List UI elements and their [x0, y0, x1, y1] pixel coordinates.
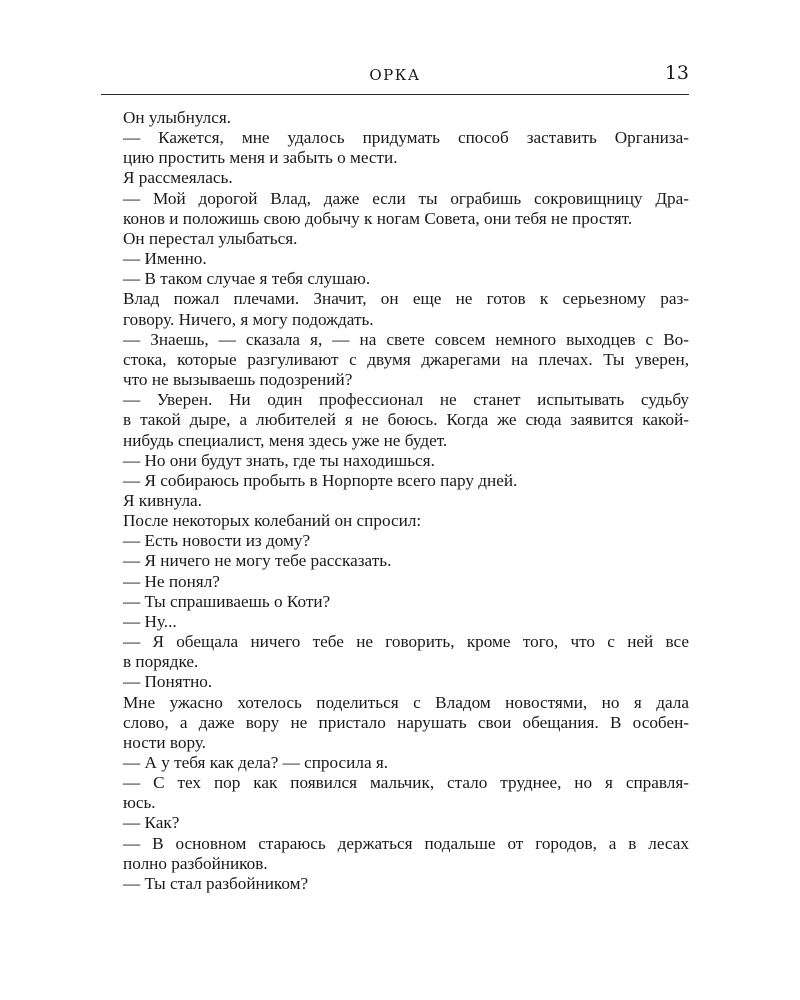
text-line: — Ты стал разбойником? [123, 873, 309, 893]
text-line: — Мой дорогой Влад, даже если ты ограбишь сокровищницу Дра- [123, 188, 689, 208]
text-line: в такой дыре, а любителей я не боюсь. Когда же сюда заявится какой- [123, 410, 689, 430]
paragraph [101, 491, 689, 511]
paragraph [101, 189, 689, 229]
text-line: юсь. [123, 793, 156, 813]
text-line: в порядке. [123, 652, 199, 672]
paragraph [101, 390, 689, 450]
paragraph [101, 592, 689, 612]
running-title: ОРКА [369, 66, 421, 84]
paragraph [101, 813, 689, 833]
text-line: Я рассмеялась. [123, 168, 233, 188]
paragraph [101, 834, 689, 874]
paragraph [101, 612, 689, 632]
text-line: — С тех пор как появился мальчик, стало труднее, но я справля- [123, 773, 689, 793]
text-line: конов и положишь свою добычу к ногам Совета, они тебя не простят. [123, 208, 633, 228]
text-line: — Не понял? [123, 571, 220, 591]
paragraph [101, 672, 689, 692]
text-line: стока, которые разгуливают с двумя джарегами на плечах. Ты уверен, [123, 349, 689, 369]
text-line: — А у тебя как дела? — спросила я. [123, 753, 389, 772]
text-line: После некоторых колебаний он спросил: [123, 511, 422, 531]
book-page [101, 0, 689, 1000]
text-line: Он улыбнулся. [123, 108, 232, 127]
paragraph [101, 773, 689, 813]
paragraph [101, 531, 689, 551]
text-line: — Ты спрашиваешь о Коти? [123, 591, 331, 611]
body-text [101, 108, 689, 894]
paragraph [101, 874, 689, 894]
text-line: — Понятно. [123, 672, 213, 692]
text-line: Мне ужасно хотелось поделиться с Владом новостями, но я дала [123, 692, 689, 712]
text-line: — Но они будут знать, где ты находишься. [123, 450, 435, 470]
paragraph [101, 168, 689, 188]
text-line: слово, а даже вору не пристало нарушать свои обещания. В особен- [123, 712, 689, 732]
paragraph [101, 572, 689, 592]
text-line: говору. Ничего, я могу подождать. [123, 309, 374, 329]
text-line: нибудь специалист, меня здесь уже не будет. [123, 430, 448, 450]
text-line: — Знаешь, — сказала я, — на свете совсем немного выходцев с Во- [123, 329, 689, 349]
paragraph [101, 511, 689, 531]
text-line: — Уверен. Ни один профессионал не станет испытывать судьбу [123, 390, 689, 410]
paragraph [101, 249, 689, 269]
paragraph [101, 289, 689, 329]
text-line: — Я собираюсь пробыть в Норпорте всего пару дней. [123, 470, 518, 490]
paragraph [101, 108, 689, 128]
text-line: — Есть новости из дому? [123, 531, 311, 551]
text-line: — В основном стараюсь держаться подальше от городов, а в лесах [123, 833, 689, 853]
text-line: — Я ничего не могу тебе рассказать. [123, 551, 392, 571]
text-line: — В таком случае я тебя слушаю. [123, 269, 371, 289]
paragraph [101, 693, 689, 753]
paragraph [101, 451, 689, 471]
paragraph [101, 128, 689, 168]
paragraph [101, 229, 689, 249]
text-line: Влад пожал плечами. Значит, он еще не готов к серьезному раз- [123, 289, 689, 309]
page-number: 13 [664, 62, 689, 84]
text-line: цию простить меня и забыть о мести. [123, 148, 398, 168]
text-line: Я кивнула. [123, 490, 202, 510]
paragraph [101, 471, 689, 491]
text-line: — Кажется, мне удалось придумать способ заставить Организа- [123, 128, 689, 148]
header-rule [101, 94, 689, 95]
text-line: ности вору. [123, 732, 206, 752]
text-line: — Как? [123, 813, 180, 833]
text-line: — Ну... [123, 611, 177, 631]
paragraph [101, 330, 689, 390]
text-line: — Именно. [123, 249, 207, 269]
text-line: полно разбойников. [123, 853, 268, 873]
paragraph [101, 269, 689, 289]
text-line: Он перестал улыбаться. [123, 228, 298, 248]
paragraph [101, 632, 689, 672]
paragraph [101, 551, 689, 571]
paragraph [101, 753, 689, 773]
text-line: что не вызываешь подозрений? [123, 370, 353, 390]
running-head [101, 62, 689, 92]
text-line: — Я обещала ничего тебе не говорить, кроме того, что с ней все [123, 632, 689, 652]
